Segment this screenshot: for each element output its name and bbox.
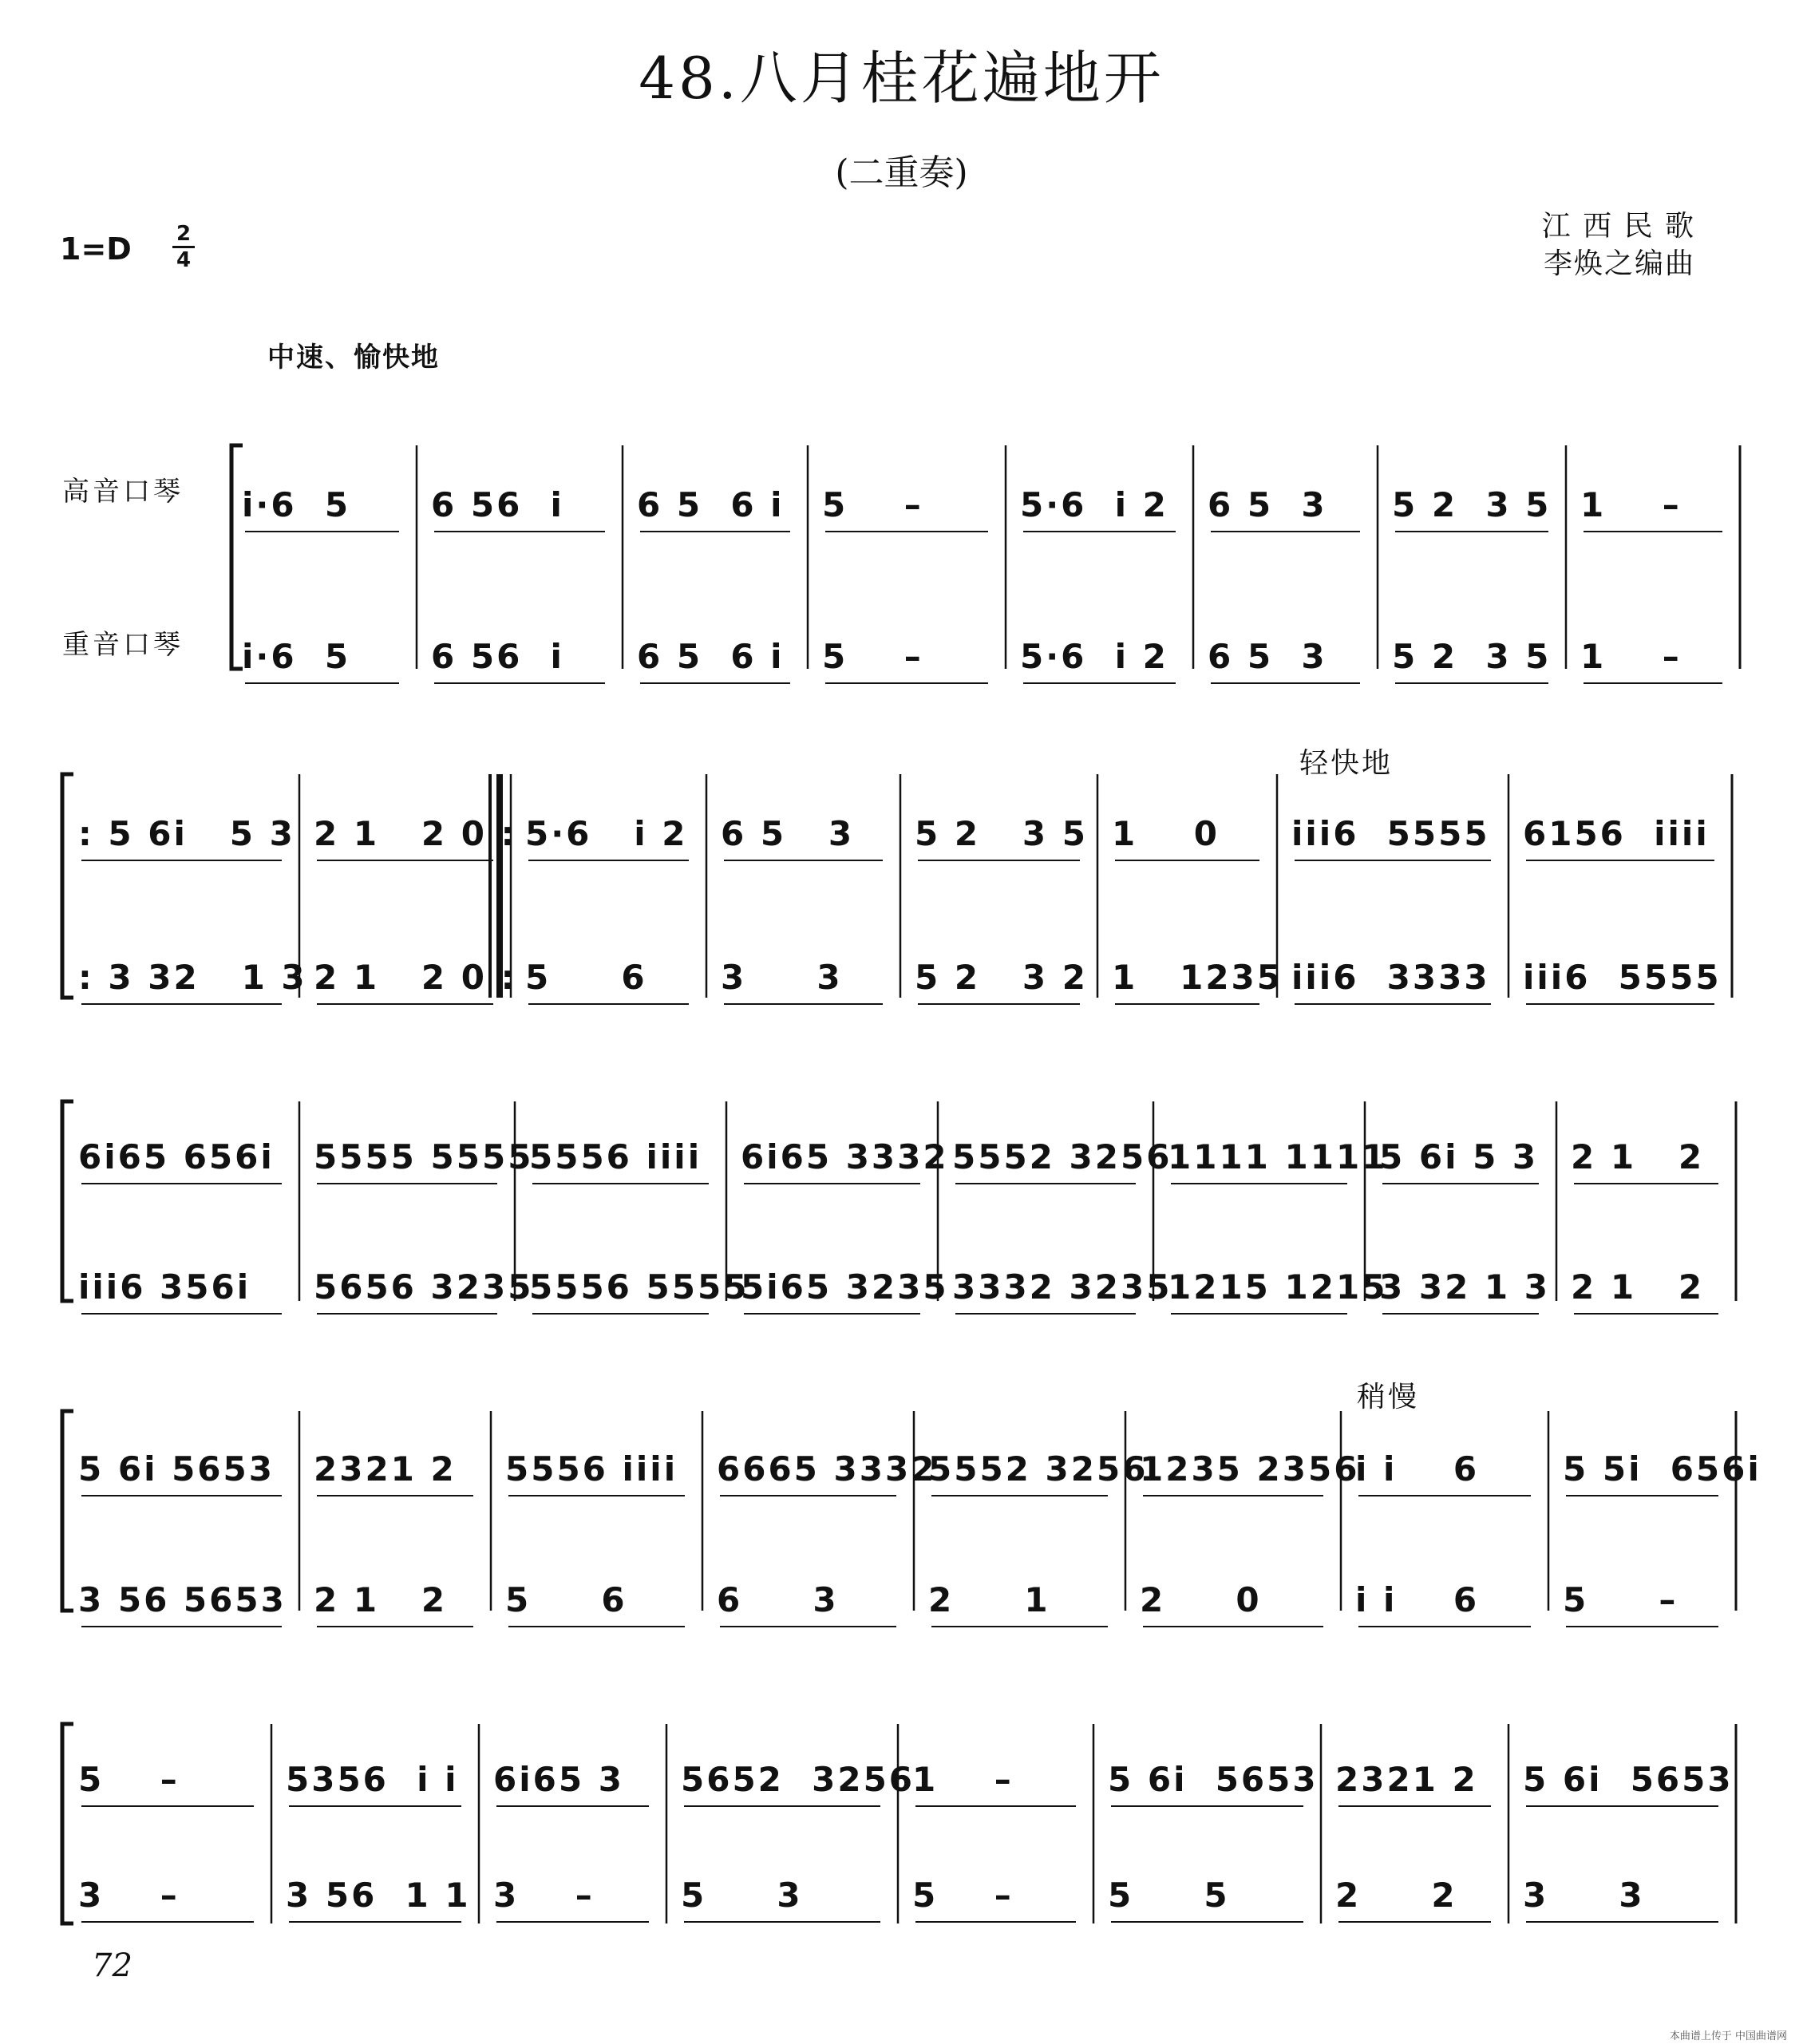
measure-upper: 5·6 i 2 [1020,485,1168,524]
measure-lower: 2 1 2 [314,1580,448,1619]
measure-upper: 5 – [822,485,923,524]
measure-upper: 1111 1111 [1168,1137,1388,1176]
measure-upper: 2321 2 [314,1449,457,1489]
measure-upper: 6i65 3 [493,1760,624,1799]
measure-upper: 5556 iiii [529,1137,702,1176]
measure-lower: 5 6 [525,958,647,997]
system-bracket [62,1724,73,1923]
measure-lower: 5556 5555 [529,1267,749,1307]
measure-lower: 3 56 5653 [78,1580,287,1619]
measure-lower: 6 3 [717,1580,839,1619]
measure-upper: 2 1 2 0 : [314,814,517,853]
measure-lower: 5 3 [681,1876,803,1915]
time-signature-top: 2 [176,222,192,246]
measure-upper: 5652 3256 [681,1760,915,1799]
measure-lower: 6 5 6 i [637,637,785,676]
measure-upper: 5·6 i 2 [525,814,688,853]
measure-upper: 6 5 3 [721,814,855,853]
measure-lower: : 3 32 1 3 [78,958,307,997]
measure-lower: 5 2 3 2 [915,958,1089,997]
system-bracket [231,445,243,669]
time-signature-bottom: 4 [176,248,192,272]
expression-slower: 稍慢 [1357,1381,1420,1413]
measure-upper: 1 – [1580,485,1682,524]
measure-lower: 3 3 [721,958,843,997]
measure-upper: i·6 5 [242,485,351,524]
measure-upper: 5 5i 656i [1563,1449,1761,1489]
page-title: 48.八月桂花遍地开 [639,45,1164,112]
measure-lower: i i 6 [1355,1580,1480,1619]
measure-upper: 6 56 i [431,485,564,524]
measure-lower: 3 3 [1523,1876,1645,1915]
measure-upper: : 5 6i 5 3 [78,814,295,853]
measure-upper: 5552 3256 [928,1449,1149,1489]
measure-upper: iii6 5555 [1291,814,1490,853]
measure-lower: iii6 5555 [1523,958,1722,997]
measure-lower: 1215 1215 [1168,1267,1388,1307]
measure-upper: 5356 i i [286,1760,459,1799]
measure-upper: 5552 3256 [952,1137,1172,1176]
key-signature: 1=D [60,231,132,267]
measure-lower: 5i65 3235 [741,1267,949,1307]
measure-upper: 6i65 656i [78,1137,275,1176]
measure-upper: 1235 2356 [1140,1449,1360,1489]
expression-light: 轻快地 [1299,747,1394,780]
measure-lower: 3 56 1 1 [286,1876,471,1915]
measure-upper: 2321 2 [1335,1760,1478,1799]
measure-lower: 5 6 [505,1580,627,1619]
measure-lower: 5 – [912,1876,1014,1915]
measure-upper: 6 5 6 i [637,485,785,524]
measure-upper: 6665 3332 [717,1449,937,1489]
footer-credit: 本曲谱上传于 中国曲谱网 [1669,2030,1787,2042]
measure-lower: 5 2 3 5 [1392,637,1552,676]
measure-upper: 5 – [78,1760,180,1799]
measure-lower: 5·6 i 2 [1020,637,1168,676]
measure-upper: 1 – [912,1760,1014,1799]
measure-lower: 3 32 1 3 [1379,1267,1550,1307]
subtitle: (二重奏) [835,152,968,193]
instrument-label-lower: 重音口琴 [62,629,184,661]
measure-upper: 5 6i 5653 [78,1449,275,1489]
measure-lower: 2 0 [1140,1580,1262,1619]
measure-lower: 5656 3235 [314,1267,534,1307]
measure-lower: 2 1 [928,1580,1050,1619]
tempo-marking: 中速、愉快地 [267,342,440,374]
measure-lower: 5 – [1563,1580,1678,1619]
measure-lower: 5 – [822,637,923,676]
measure-upper: 5 6i 5 3 [1379,1137,1539,1176]
measure-lower: 1 1235 [1112,958,1283,997]
measure-lower: iii6 3333 [1291,958,1490,997]
measure-upper: 5 6i 5653 [1523,1760,1734,1799]
measure-upper: 5 2 3 5 [1392,485,1552,524]
system-bracket [62,1101,73,1301]
measure-lower: 3332 3235 [952,1267,1172,1307]
measure-upper: 2 1 2 [1571,1137,1705,1176]
measure-upper: 5 2 3 5 [915,814,1089,853]
measure-upper: 5556 iiii [505,1449,678,1489]
measure-lower: 2 2 [1335,1876,1457,1915]
measure-lower: 2 1 2 0 : [314,958,517,997]
measure-upper: 6i65 3332 [741,1137,949,1176]
measure-lower: 3 – [493,1876,595,1915]
measure-lower: iii6 356i [78,1267,251,1307]
measure-upper: 6156 iiii [1523,814,1710,853]
measure-lower: 3 – [78,1876,180,1915]
measure-upper: 1 0 [1112,814,1220,853]
measure-upper: i i 6 [1355,1449,1480,1489]
measure-lower: 1 – [1580,637,1682,676]
measure-lower: i·6 5 [242,637,351,676]
system-bracket [62,1411,73,1611]
measure-lower: 5 5 [1108,1876,1230,1915]
measure-upper: 5555 5555 [314,1137,534,1176]
measure-lower: 6 5 3 [1208,637,1327,676]
page-number: 72 [92,1947,132,1984]
origin-credit: 江 西 民 歌 [1541,210,1695,243]
measure-upper: 5 6i 5653 [1108,1760,1319,1799]
arranger-credit: 李焕之编曲 [1543,247,1695,280]
measure-lower: 2 1 2 [1571,1267,1705,1307]
instrument-label-upper: 高音口琴 [62,476,184,508]
measure-lower: 6 56 i [431,637,564,676]
measure-upper: 6 5 3 [1208,485,1327,524]
system-bracket [62,774,73,998]
